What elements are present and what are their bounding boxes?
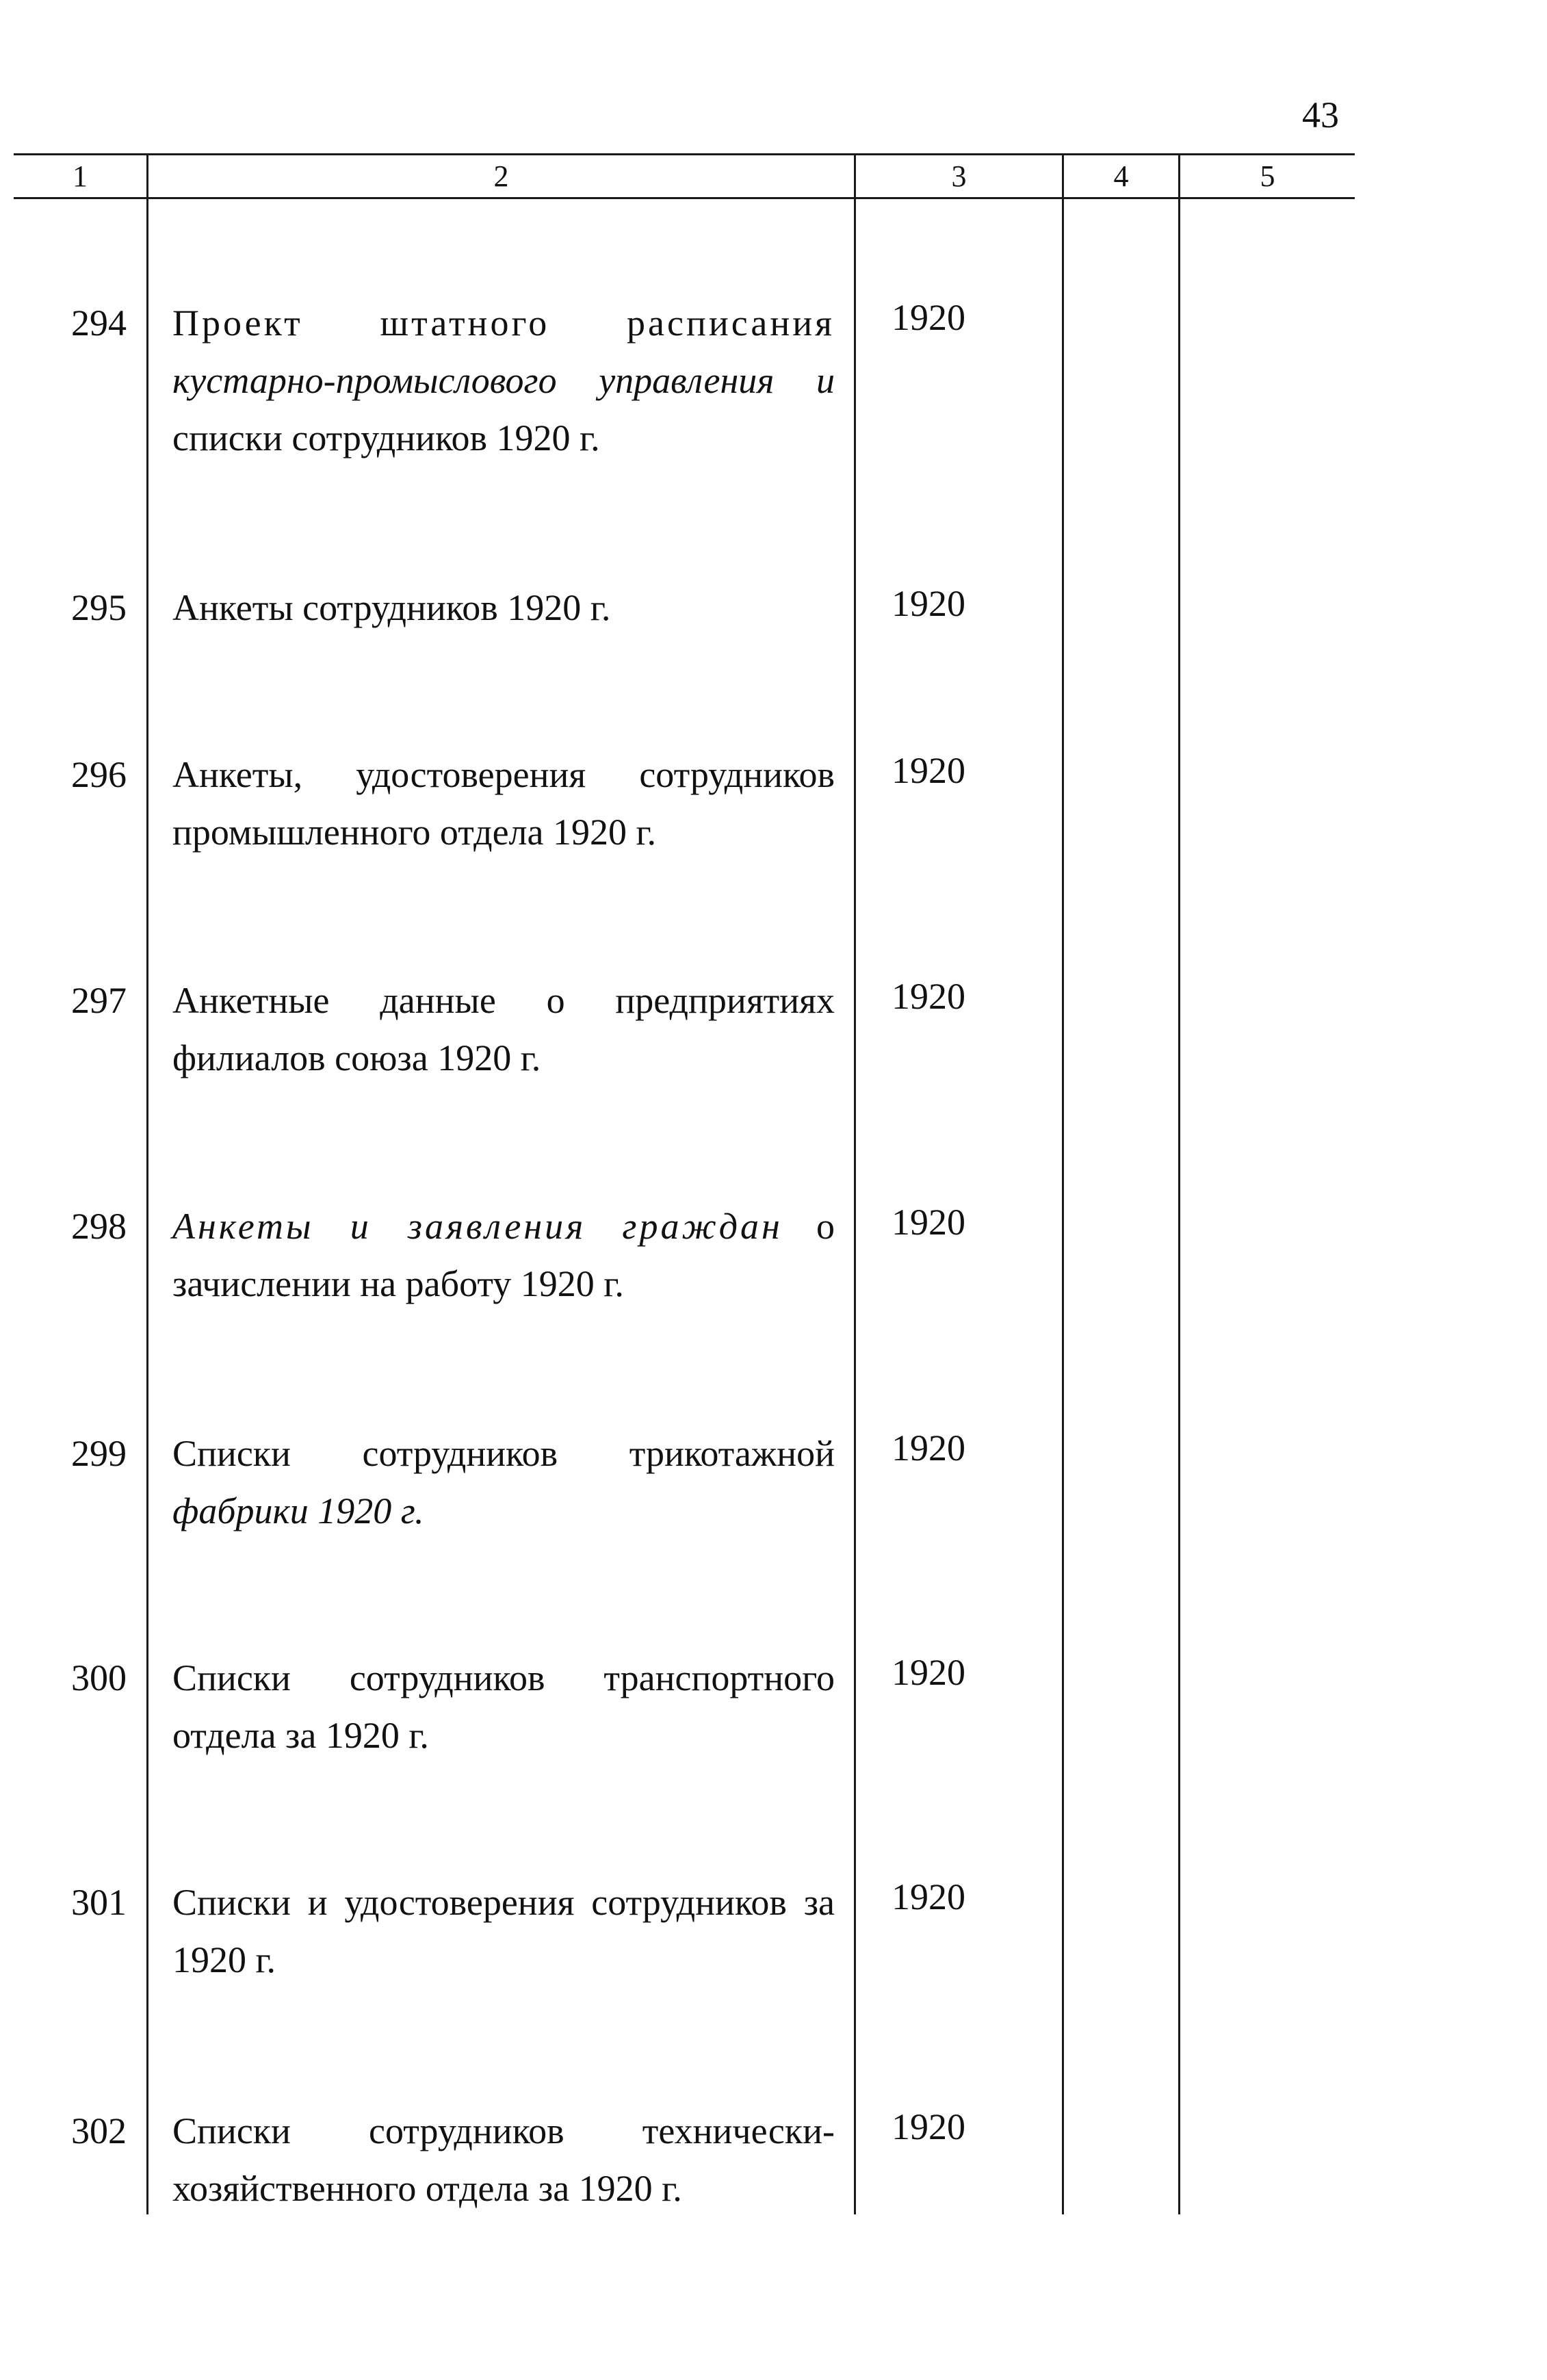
row-year: 1920 — [892, 2106, 965, 2147]
row-description-part: Анкеты и заявления граждан — [172, 1206, 783, 1247]
row-year: 1920 — [892, 1652, 965, 1693]
row-description — [172, 1198, 835, 1312]
row-description — [172, 2102, 835, 2217]
row-description-part: о зачислении на работу 1920 г. — [172, 1206, 835, 1304]
row-description-part: Списки сотрудников технически-хозяйственного отдела за 1920 г. — [172, 2110, 835, 2209]
row-description-part: Списки сотрудников трикотажной — [172, 1433, 835, 1474]
row-description — [172, 972, 835, 1087]
header-col-4: 4 — [1113, 159, 1129, 193]
row-year: 1920 — [892, 297, 965, 338]
row-number: 298 — [71, 1206, 127, 1247]
row-description — [172, 746, 835, 861]
column-divider-4 — [1178, 153, 1180, 2214]
table-header-rule — [14, 197, 1355, 199]
header-col-2: 2 — [493, 159, 509, 193]
row-description-part: Списки и удостоверения сотрудников за 1920 г. — [172, 1882, 835, 1980]
row-description — [172, 1874, 835, 1989]
row-year: 1920 — [892, 1876, 965, 1917]
row-year: 1920 — [892, 976, 965, 1017]
row-number: 301 — [71, 1882, 127, 1923]
row-year: 1920 — [892, 750, 965, 791]
row-description — [172, 1649, 835, 1764]
row-number: 302 — [71, 2110, 127, 2151]
row-description-part: Списки сотрудников транспортного отдела за 1920 г. — [172, 1657, 835, 1756]
row-number: 297 — [71, 980, 127, 1021]
row-number: 299 — [71, 1433, 127, 1474]
row-year: 1920 — [892, 1427, 965, 1469]
row-number: 295 — [71, 587, 127, 628]
row-year: 1920 — [892, 583, 965, 624]
column-divider-2 — [854, 153, 856, 2214]
row-description-part: кустарно-промыслового управления и — [172, 360, 835, 401]
header-col-5: 5 — [1260, 159, 1275, 193]
row-number: 296 — [71, 754, 127, 795]
table-top-rule — [14, 153, 1355, 155]
row-description-part: списки сотрудников 1920 г. — [172, 417, 600, 458]
column-divider-1 — [146, 153, 148, 2214]
row-description-part: Анкетные данные о предприятиях филиалов союза 1920 г. — [172, 980, 835, 1078]
row-number: 294 — [71, 302, 127, 344]
column-divider-3 — [1062, 153, 1064, 2214]
header-col-3: 3 — [951, 159, 967, 193]
page-number: 43 — [1302, 94, 1339, 135]
header-col-1: 1 — [73, 159, 88, 193]
row-description — [172, 294, 835, 467]
row-description-part: Проект штатного расписания — [172, 302, 835, 344]
row-description-part: Анкеты, удостоверения сотрудников промышленного отдела 1920 г. — [172, 754, 835, 853]
row-description — [172, 1425, 835, 1540]
row-description-part: фабрики 1920 г. — [172, 1490, 424, 1531]
row-year: 1920 — [892, 1202, 965, 1243]
row-description-part: Анкеты сотрудников 1920 г. — [172, 587, 611, 628]
row-description — [172, 579, 835, 636]
row-number: 300 — [71, 1657, 127, 1698]
